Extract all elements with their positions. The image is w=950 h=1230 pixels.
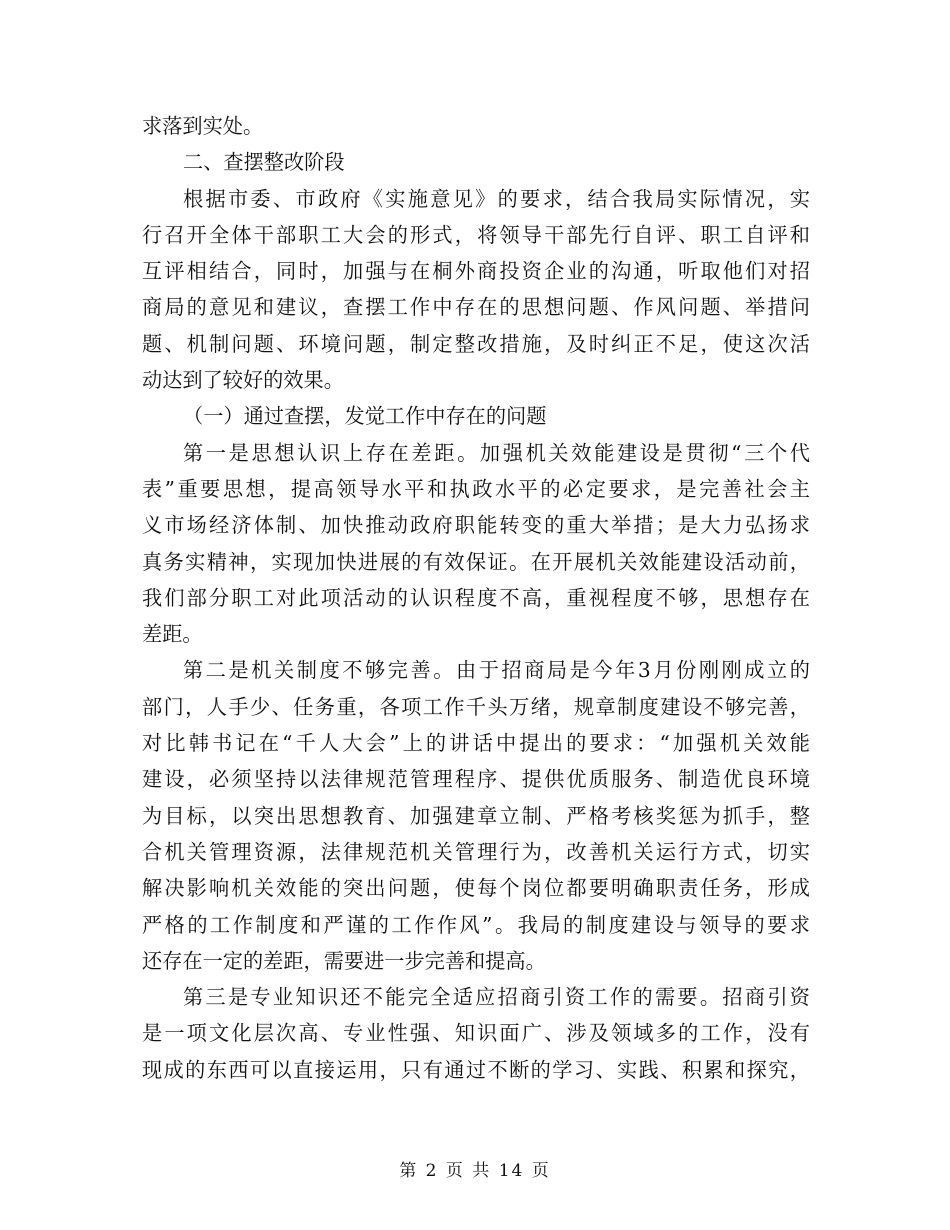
subsection-heading: （一）通过查摆，发觉工作中存在的问题 [183, 404, 547, 429]
page-number-footer: 第 2 页 共 14 页 [399, 1161, 551, 1181]
section-heading: 二、查摆整改阶段 [183, 150, 345, 175]
text-line: 解决影响机关效能的突出问题，使每个岗位都要明确职责任务，形成 [142, 876, 810, 901]
text-line: 动达到了较好的效果。 [142, 368, 344, 393]
text-line: 为目标，以突出思想教育、加强建章立制、严格考核奖惩为抓手，整 [142, 803, 810, 828]
text-line: 第二是机关制度不够完善。由于招商局是今年3月份刚刚成立的 [183, 658, 810, 683]
text-line: 是一项文化层次高、专业性强、知识面广、涉及领域多的工作，没有 [142, 1021, 810, 1046]
text-line: 建设，必须坚持以法律规范管理程序、提供优质服务、制造优良环境 [142, 767, 810, 792]
text-line: 还存在一定的差距，需要进一步完善和提高。 [142, 948, 546, 973]
text-line: 根据市委、市政府《实施意见》的要求，结合我局实际情况，实 [183, 186, 810, 211]
text-line: 对比韩书记在“千人大会”上的讲话中提出的要求：“加强机关效能 [142, 731, 810, 756]
text-line: 严格的工作制度和严谨的工作作风”。我局的制度建设与领导的要求 [142, 912, 810, 937]
text-line: 互评相结合，同时，加强与在桐外商投资企业的沟通，听取他们对招 [142, 259, 810, 284]
text-line: 合机关管理资源，法律规范机关管理行为，改善机关运行方式，切实 [142, 839, 810, 864]
text-line: 差距。 [142, 622, 203, 647]
text-line: 真务实精神，实现加快进展的有效保证。在开展机关效能建设活动前， [142, 549, 810, 574]
text-line: 表”重要思想，提高领导水平和执政水平的必定要求，是完善社会主 [142, 476, 810, 501]
text-line: 义市场经济体制、加快推动政府职能转变的重大举措；是大力弘扬求 [142, 513, 810, 538]
text-line: 第三是专业知识还不能完全适应招商引资工作的需要。招商引资 [183, 985, 810, 1010]
text-line: 部门，人手少、任务重，各项工作千头万绪，规章制度建设不够完善， [142, 694, 810, 719]
text-line: 第一是思想认识上存在差距。加强机关效能建设是贯彻“三个代 [183, 440, 810, 465]
text-line: 现成的东西可以直接运用，只有通过不断的学习、实践、积累和探究， [142, 1057, 810, 1082]
text-line: 行召开全体干部职工大会的形式，将领导干部先行自评、职工自评和 [142, 222, 810, 247]
text-line: 我们部分职工对此项活动的认识程度不高，重视程度不够，思想存在 [142, 585, 810, 610]
document-body [142, 108, 810, 1088]
text-line: 商局的意见和建议，查摆工作中存在的思想问题、作风问题、举措问 [142, 295, 810, 320]
text-line: 求落到实处。 [142, 114, 264, 138]
text-line: 题、机制问题、环境问题，制定整改措施，及时纠正不足，使这次活 [142, 331, 810, 356]
